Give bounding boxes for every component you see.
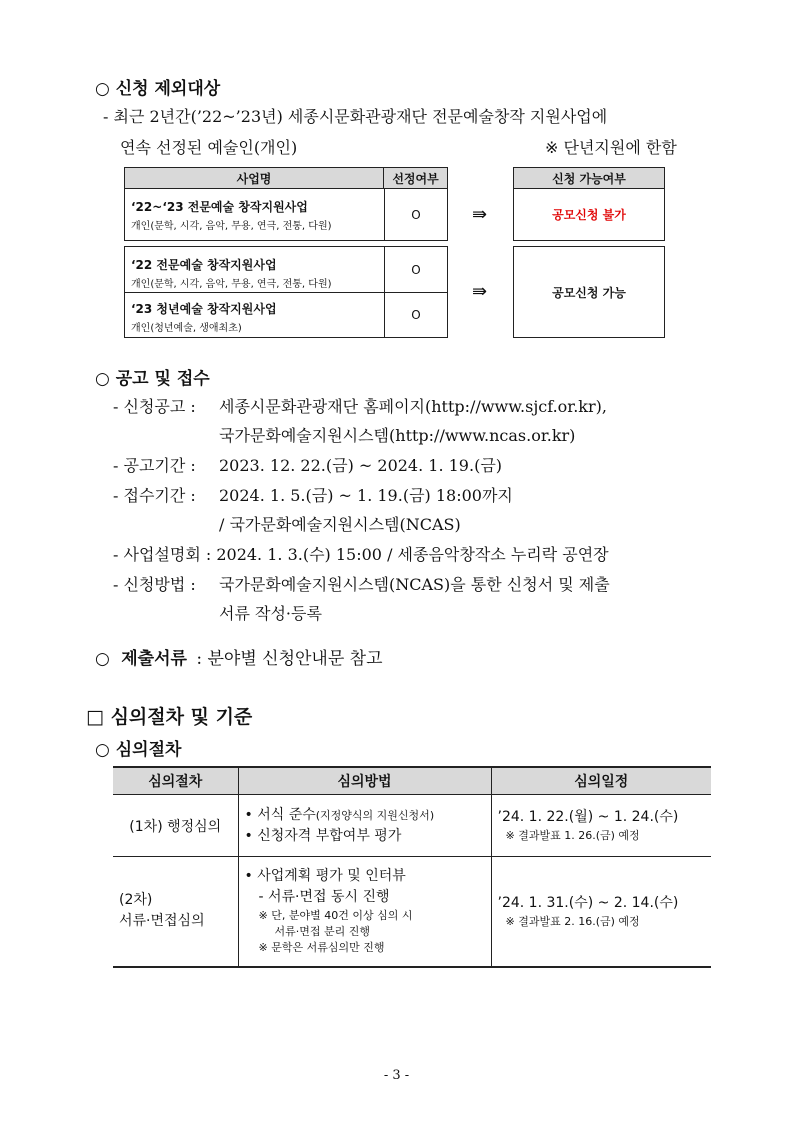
stage-cell bbox=[113, 857, 238, 967]
schedule-cell bbox=[491, 795, 711, 857]
schedule-note: ※ 결과발표 1. 26.(금) 예정 bbox=[505, 829, 640, 842]
receipt-value-2: / 국가문화예술지원시스템(NCAS) bbox=[219, 515, 461, 534]
method-label: - 신청방법 : bbox=[113, 575, 196, 594]
project-sub: 개인(문학, 시각, 음악, 무용, 연극, 전통, 다원) bbox=[131, 221, 332, 232]
table-row bbox=[113, 857, 711, 967]
table-header-row bbox=[113, 767, 711, 795]
docs-line bbox=[95, 644, 383, 669]
selected-value: O bbox=[411, 207, 421, 222]
right-arrow-icon: ⇛ bbox=[472, 281, 488, 302]
header-selected: 선정여부 bbox=[384, 168, 447, 189]
project-title: ‘22~‘23 전문예술 창작지원사업 bbox=[131, 200, 308, 214]
docs-bullet: ○ bbox=[95, 649, 110, 669]
period-label: - 공고기간 : bbox=[113, 456, 196, 475]
exclusion-line-2: 연속 선정된 예술인(개인) bbox=[120, 138, 298, 157]
right-arrow-icon: ⇛ bbox=[472, 204, 488, 225]
section-heading-notice: ○ 공고 및 접수 bbox=[95, 369, 210, 389]
project-table-group-1 bbox=[124, 167, 448, 241]
result-eligible: 공모신청 가능 bbox=[552, 285, 626, 300]
stage-line: 서류·면접심의 bbox=[119, 913, 205, 930]
receipt-value-1: 2024. 1. 5.(금) ~ 1. 19.(금) 18:00까지 bbox=[219, 486, 513, 505]
eligibility-box-2 bbox=[513, 246, 665, 338]
eligibility-box-1 bbox=[513, 167, 665, 241]
header-project: 사업명 bbox=[125, 168, 384, 189]
schedule-note: ※ 결과발표 2. 16.(금) 예정 bbox=[505, 914, 640, 928]
method-note: 서류·면접 분리 진행 bbox=[274, 925, 370, 939]
section-heading-exclusion: ○ 신청 제외대상 bbox=[95, 79, 221, 99]
header-eligibility: 신청 가능여부 bbox=[514, 168, 664, 189]
method-line: • 신청자격 부합여부 평가 bbox=[244, 827, 402, 844]
stage-cell: (1차) 행정심의 bbox=[113, 795, 238, 857]
section-title-review: □ 심의절차 및 기준 bbox=[86, 706, 253, 728]
project-row-1 bbox=[131, 198, 383, 232]
method-value-1: 국가문화예술지원시스템(NCAS)을 통한 신청서 및 제출 bbox=[219, 575, 610, 594]
project-sub: 개인(청년예술, 생애최초) bbox=[131, 323, 242, 334]
briefing-line: - 사업설명회 : 2024. 1. 3.(수) 15:00 / 세종음악창작소 누리락 공연장 bbox=[113, 545, 609, 564]
method-line: - 서류·면접 동시 진행 bbox=[258, 889, 390, 906]
method-value-2: 서류 작성·등록 bbox=[219, 604, 322, 623]
docs-label: 제출서류 bbox=[121, 649, 187, 669]
header-schedule: 심의일정 bbox=[491, 767, 711, 795]
header-method: 심의방법 bbox=[238, 767, 491, 795]
notice-value-1: 세종시문화관광재단 홈페이지(http://www.sjcf.or.kr), bbox=[219, 397, 607, 416]
docs-text: : 분야별 신청안내문 참고 bbox=[196, 649, 383, 669]
selected-value: O bbox=[411, 262, 421, 277]
project-row-3 bbox=[131, 300, 383, 334]
period-value: 2023. 12. 22.(금) ~ 2024. 1. 19.(금) bbox=[219, 456, 503, 475]
method-cell bbox=[238, 857, 491, 967]
selected-value: O bbox=[411, 308, 421, 322]
method-text: • 서식 준수 bbox=[244, 806, 316, 823]
exclusion-note: ※ 단년지원에 한함 bbox=[545, 138, 677, 157]
method-line: • 사업계획 평가 및 인터뷰 bbox=[244, 868, 406, 885]
notice-value-2: 국가문화예술지원시스템(http://www.ncas.or.kr) bbox=[219, 426, 576, 445]
method-line bbox=[245, 805, 485, 826]
project-row-2 bbox=[131, 256, 383, 290]
notice-label: - 신청공고 : bbox=[113, 397, 196, 416]
method-note: ※ 문학은 서류심의만 진행 bbox=[258, 941, 385, 955]
stage-line: (2차) bbox=[119, 892, 153, 909]
project-title: ‘23 청년예술 창작지원사업 bbox=[131, 302, 277, 316]
method-small-text: (지정양식의 지원신청서) bbox=[315, 808, 435, 822]
schedule-cell bbox=[491, 857, 711, 967]
review-procedure-table bbox=[113, 766, 711, 968]
project-sub: 개인(문학, 시각, 음악, 무용, 연극, 전통, 다원) bbox=[131, 279, 332, 290]
method-note: ※ 단, 분야별 40건 이상 심의 시 bbox=[258, 909, 413, 923]
result-not-eligible: 공모신청 불가 bbox=[552, 208, 626, 222]
header-stage: 심의절차 bbox=[113, 767, 238, 795]
schedule-text: ’24. 1. 22.(월) ~ 1. 24.(수) bbox=[497, 809, 679, 825]
method-cell bbox=[238, 795, 491, 857]
receipt-label: - 접수기간 : bbox=[113, 486, 196, 505]
section-heading-procedure: ○ 심의절차 bbox=[95, 740, 182, 760]
page-number: - 3 - bbox=[383, 1068, 410, 1083]
project-title: ‘22 전문예술 창작지원사업 bbox=[131, 258, 277, 272]
project-table-group-2 bbox=[124, 246, 448, 338]
schedule-text: ’24. 1. 31.(수) ~ 2. 14.(수) bbox=[497, 894, 679, 911]
exclusion-line-1: - 최근 2년간(’22~’23년) 세종시문화관광재단 전문예술창작 지원사업에 bbox=[103, 107, 608, 126]
table-row bbox=[113, 795, 711, 857]
